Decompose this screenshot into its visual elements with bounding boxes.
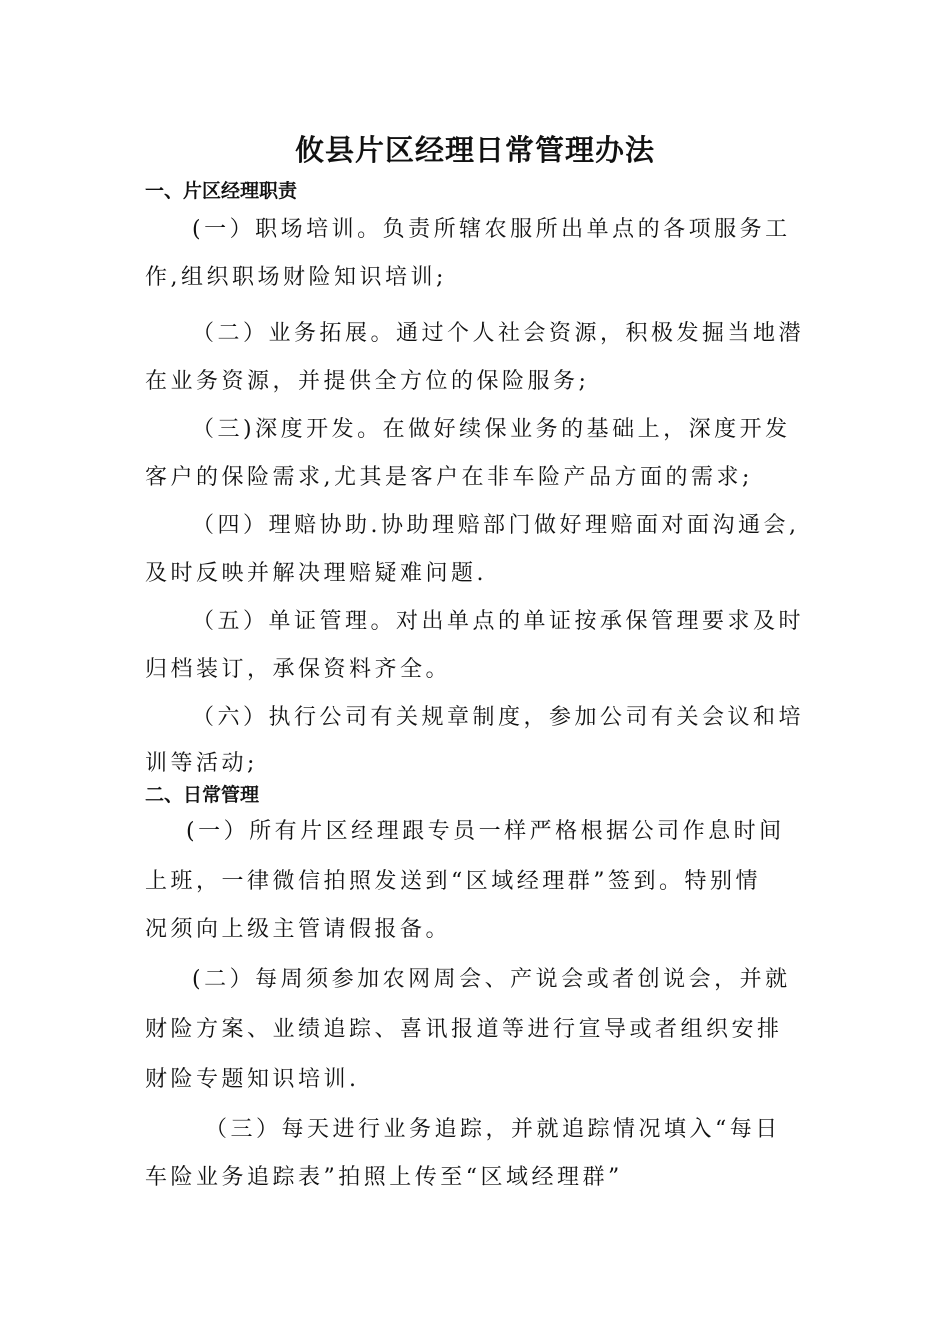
- paragraph-line: 上班，一律微信拍照发送到“区域经理群”签到。特别情: [145, 869, 761, 894]
- paragraph-line: (一）职场培训。负责所辖农服所出单点的各项服务工: [192, 217, 791, 242]
- paragraph-line: 财险专题知识培训.: [145, 1067, 360, 1092]
- paragraph-line: （五）单证管理。对出单点的单证按承保管理要求及时: [192, 609, 805, 634]
- paragraph-line: 归档装订，承保资料齐全。: [145, 657, 452, 682]
- document-title: 攸县片区经理日常管理办法: [294, 133, 655, 167]
- paragraph-line: 训等活动;: [145, 751, 258, 776]
- paragraph-line: 在业务资源，并提供全方位的保险服务;: [145, 369, 590, 394]
- paragraph-line: 及时反映并解决理赔疑难问题.: [145, 561, 487, 586]
- paragraph-line: 作,组织职场财险知识培训;: [145, 265, 447, 290]
- paragraph-line: （二）业务拓展。通过个人社会资源，积极发掘当地潜: [192, 321, 805, 346]
- section-heading-duties: 一、片区经理职责: [145, 180, 298, 202]
- paragraph-line: 财险方案、业绩追踪、喜讯报道等进行宣导或者组织安排: [145, 1017, 783, 1042]
- paragraph-line: 车险业务追踪表”拍照上传至“区域经理群”: [145, 1165, 623, 1190]
- section-heading-daily-management: 二、日常管理: [145, 784, 260, 806]
- paragraph-line: （六）执行公司有关规章制度，参加公司有关会议和培: [192, 705, 805, 730]
- paragraph-line: （三)深度开发。在做好续保业务的基础上，深度开发: [192, 417, 791, 442]
- paragraph-line: （三）每天进行业务追踪，并就追踪情况填入“每日: [205, 1117, 781, 1142]
- paragraph-line: 客户的保险需求,尤其是客户在非车险产品方面的需求;: [145, 465, 753, 490]
- paragraph-line: (一）所有片区经理跟专员一样严格根据公司作息时间: [186, 819, 785, 844]
- paragraph-line: (二）每周须参加农网周会、产说会或者创说会，并就: [192, 967, 791, 992]
- paragraph-line: （四）理赔协助.协助理赔部门做好理赔面对面沟通会,: [192, 513, 800, 538]
- paragraph-line: 况须向上级主管请假报备。: [145, 917, 452, 942]
